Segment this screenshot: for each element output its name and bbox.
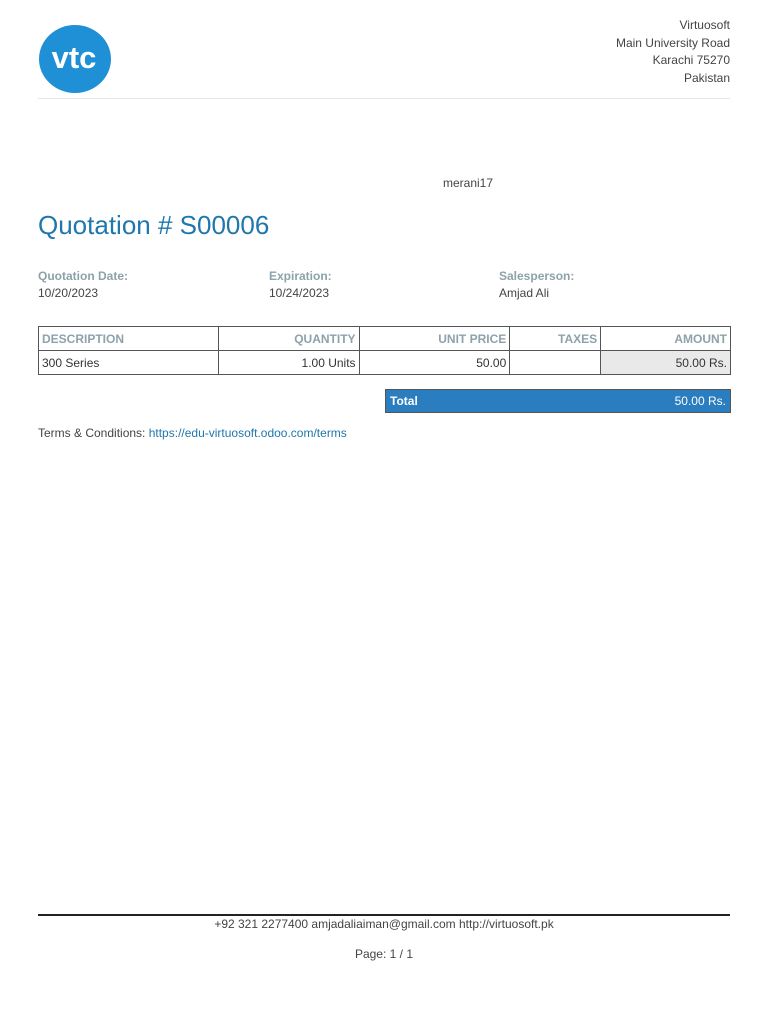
company-name: Virtuosoft (679, 18, 730, 32)
salesperson-label: Salesperson: (499, 269, 575, 283)
quotation-date-label: Quotation Date: (38, 269, 128, 283)
salesperson-value: Amjad Ali (499, 286, 550, 300)
total-label: Total (390, 394, 418, 408)
total-value: 50.00 Rs. (674, 394, 726, 408)
expiration-block (269, 268, 332, 302)
quotation-title: Quotation # S00006 (38, 210, 270, 240)
page-label: Page: (354, 947, 387, 961)
total-row (385, 389, 731, 413)
line-description: 300 Series (39, 351, 219, 375)
salesperson-block (499, 268, 574, 302)
page-total: 1 (406, 947, 414, 961)
company-address-line2: Karachi 75270 (652, 53, 730, 67)
company-logo (39, 25, 111, 93)
footer-contact: +92 321 2277400 amjadaliaiman@gmail.com http://virtuosoft.pk (214, 917, 554, 931)
line-quantity: 1.00 Units (218, 351, 359, 375)
logo-text: vtc (51, 40, 97, 75)
quotation-date-value: 10/20/2023 (38, 286, 99, 300)
company-address (616, 17, 730, 87)
terms-label: Terms & Conditions: (38, 426, 146, 440)
description-header: DESCRIPTION (39, 327, 219, 351)
page-current: 1 (389, 947, 397, 961)
company-address-line1: Main University Road (615, 35, 730, 50)
quotation-date-block (38, 268, 128, 302)
unit-price-header: UNIT PRICE (359, 327, 510, 351)
expiration-value: 10/24/2023 (269, 286, 330, 300)
page-separator: / (399, 947, 404, 961)
line-taxes (510, 351, 601, 375)
company-country: Pakistan (683, 70, 730, 85)
terms-link[interactable]: https://edu-virtuosoft.odoo.com/terms (148, 426, 347, 440)
footer-divider (38, 914, 730, 916)
partner-name: merani17 (443, 176, 494, 190)
table-header-row (39, 327, 731, 351)
table-row (39, 351, 731, 375)
quantity-header: QUANTITY (218, 327, 359, 351)
line-amount: 50.00 Rs. (601, 351, 731, 375)
page-number (0, 947, 768, 961)
taxes-header: TAXES (510, 327, 601, 351)
expiration-label: Expiration: (269, 269, 332, 283)
terms-conditions (38, 426, 347, 440)
line-unit-price: 50.00 (359, 351, 510, 375)
order-lines-table (38, 326, 731, 375)
header-divider (38, 98, 730, 99)
amount-header: AMOUNT (601, 327, 731, 351)
